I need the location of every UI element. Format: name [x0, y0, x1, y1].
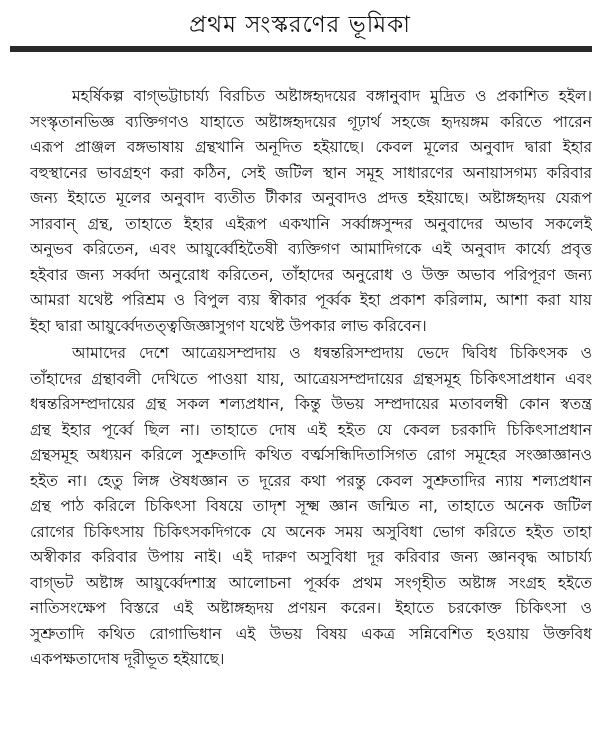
paragraph-1	[30, 84, 592, 339]
page-title: প্রথম সংস্করণের ভূমিকা	[189, 12, 411, 38]
text-line: একপক্ষতাদোষ দূরীভূত হইয়াছে।	[30, 650, 225, 668]
text-line: জন্য ইহাতে মূলের অনুবাদ ব্যতীত টীকার অনুবাদও প্রদত্ত হইয়াছে। অষ্টাঙ্গহৃদয় যেরূপ	[30, 189, 592, 207]
text-line: নাতিসংক্ষেপ বিস্তরে এই অষ্টাঙ্গহৃদয় প্রণয়ন করেন। ইহাতে চরকোক্ত চিকিৎসা ও	[30, 599, 592, 617]
text-line: অস্বীকার করিবার উপায় নাই। এই দারুণ অসুবিধা দূর করিবার জন্য জ্ঞানবৃদ্ধ আচার্য্য	[30, 548, 592, 566]
text-line: মহর্ষিকল্প বাগ্ভট্টাচার্য্য বিরচিত অষ্টাঙ্গহৃদয়ের বঙ্গানুবাদ মুদ্রিত ও প্রকাশিত হইল।	[72, 87, 592, 105]
text-line: গ্রন্থসমূহ অধ্যয়ন করিলে সুশ্রুতাদি কথিত বর্ত্মসন্ধিদিতাসিগত রোগ সমূহের সংজ্ঞাজ্ঞানও	[30, 446, 592, 464]
text-line: এরূপ প্রাঞ্জল বঙ্গভাষায় গ্রন্থখানি অনূদিত হইয়াছে। কেবল মূলের অনুবাদ দ্বারা ইহার	[30, 138, 592, 156]
text-line: তাঁহাদের গ্রন্থাবলী দেখিতে পাওয়া যায়, আত্রেয়সম্প্রদায়ের গ্রন্থসমূহ চিকিৎসাপ্রধান এবং	[30, 369, 592, 388]
text-line: ইহা দ্বারা আয়ুর্ব্বেদতত্ত্বজিজ্ঞাসুগণ যথেষ্ট উপকার লাভ করিবেন।	[30, 316, 427, 335]
title-rule	[10, 46, 592, 52]
text-line: ধন্বন্তরিসম্প্রদায়ের গ্রন্থ সকল শল্যপ্রধান, কিন্তু উভয় সম্প্রদায়ের মতাবলম্বী কোন স্বতন্ত্র	[30, 395, 592, 413]
text-line: সুশ্রুতাদি কথিত রোগাভিধান এই উভয় বিষয় একত্র সন্নিবেশিত হওয়ায় উক্তবিধ	[30, 624, 592, 643]
text-line: আমাদের দেশে আত্রেয়সম্প্রদায় ও ধন্বন্তরিসম্প্রদায় ভেদে দ্বিবিধ চিকিৎসক ও	[72, 344, 592, 362]
text-line: অনুভব করিতেন, এবং আয়ুর্ব্বেহিতৈষী ব্যক্তিগণ আমাদিগকে এই অনুবাদ কার্য্যে প্রবৃত্ত	[30, 240, 592, 258]
text-line: বাগ্ভট অষ্টাঙ্গ আয়ুর্ব্বেদশাস্ত্র আলোচনা পূর্ব্বক প্রথম সংগৃহীত অষ্টাঙ্গ সংগ্রহ হইতে	[30, 573, 592, 592]
text-line: সারবান্ গ্রন্থ, তাহাতে ইহার এইরূপ একখানি সর্ব্বাঙ্গসুন্দর অনুবাদের অভাব সকলেই	[30, 214, 592, 233]
paragraph-2	[30, 341, 592, 673]
text-line: হইবার জন্য সর্ব্বদা অনুরোধ করিতেন, তাঁহাদের অনুরোধ ও উক্ত অভাব পরিপূরণ জন্য	[30, 265, 592, 284]
text-line: আমরা যথেষ্ট পরিশ্রম ও বিপুল ব্যয় স্বীকার পূর্ব্বক ইহা প্রকাশ করিলাম, আশা করা যায়	[30, 291, 592, 309]
text-line: বহুস্থানের ভাবগ্রহণ করা কঠিন, সেই জটিল স্থান সমূহ সাধারণের অনায়াসগম্য করিবার	[30, 163, 592, 182]
text-line: গ্রন্থ পাঠ করিলে চিকিৎসা বিষয়ে তাদৃশ সূক্ষ্ম জ্ঞান জন্মিত না, তাহাতে অনেক জটিল	[30, 497, 592, 515]
text-line: রোগের চিকিৎসায় চিকিৎসকদিগকে যে অনেক সময় অসুবিধা ভোগ করিতে হইত তাহা	[30, 522, 592, 541]
text-line: সংস্কৃতানভিজ্ঞ ব্যক্তিগণও যাহাতে অষ্টাঙ্গহৃদয়ের গূঢ়ার্থ সহজে হৃদয়ঙ্গম করিতে পারেন	[30, 112, 592, 131]
text-line: গ্রন্থ ইহার পূর্ব্বে ছিল না। তাহাতে দোষ এই হইত যে কেবল চরকাদি চিকিৎসাপ্রধান	[30, 420, 592, 439]
text-line: হইত না। হেতু লিঙ্গ ঔষধজ্ঞান ত দূরের কথা পরন্তু কেবল সুশ্রুতাদির ন্যায় শল্যপ্রধান	[30, 471, 592, 490]
